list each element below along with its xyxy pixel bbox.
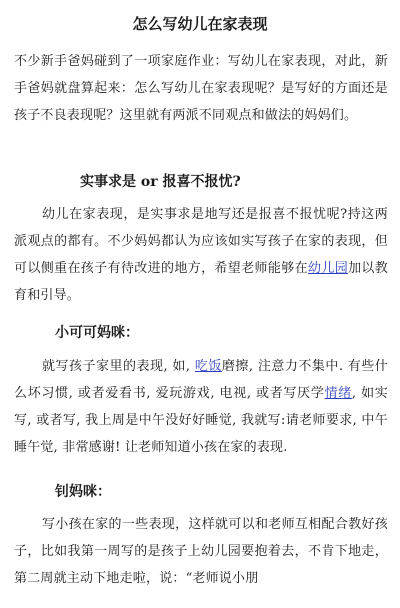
section-heading-1: 实事求是 or 报喜不报忧? (80, 174, 241, 190)
section-3-paragraph: 写小孩在家的一些表现，这样就可以和老师互相配合教好孩子，比如我第一周写的是孩子上幼儿园要抱着去，不肯下地走，第二周就主动下地走啦，说：“老师说小朋 (14, 517, 388, 586)
section-2-text-c: , 如实写, 或者写, 我上周是中午没好好睡觉, 我就写:请老师要求, 中午睡午觉, 非常感谢! 让老师知道小孩在家的表现. (14, 386, 388, 455)
section-1-text-a: 幼儿在家表现，是实事求是地写还是报喜不报忧呢?持这两派观点的都有。不少妈妈都认为应该如实写孩子在家的表现，但可以侧重在孩子有待改进的地方，希望老师能够在 (14, 207, 388, 276)
kindergarten-link[interactable]: 幼儿园 (307, 261, 349, 276)
section-1-paragraph (14, 201, 388, 309)
section-1-text-b: 加以教育和引导。 (14, 261, 388, 303)
article-title: 怎么写幼儿在家表现 (132, 15, 268, 33)
section-2-text-a: 就写孩子家里的表现, 如, (42, 359, 195, 374)
section-heading-2: 小可可妈咪： (55, 325, 139, 341)
section-2-text-b: 磨擦, 注意力不集中. 有些什么坏习惯, 或者爱看书, 爱玩游戏, 电视, 或者写厌学 (14, 359, 388, 401)
eating-link[interactable]: 吃饭 (194, 359, 222, 374)
section-heading-3: 钊妈咪： (55, 484, 111, 500)
section-2-paragraph (14, 353, 388, 461)
emotion-link[interactable]: 情绪 (324, 386, 352, 401)
intro-paragraph: 不少新手爸妈碰到了一项家庭作业：写幼儿在家表现，对此，新手爸妈就盘算起来：怎么写幼儿在家表现呢？是写好的方面还是孩子不良表现呢？这里就有两派不同观点和做法的妈妈们。 (14, 54, 388, 123)
